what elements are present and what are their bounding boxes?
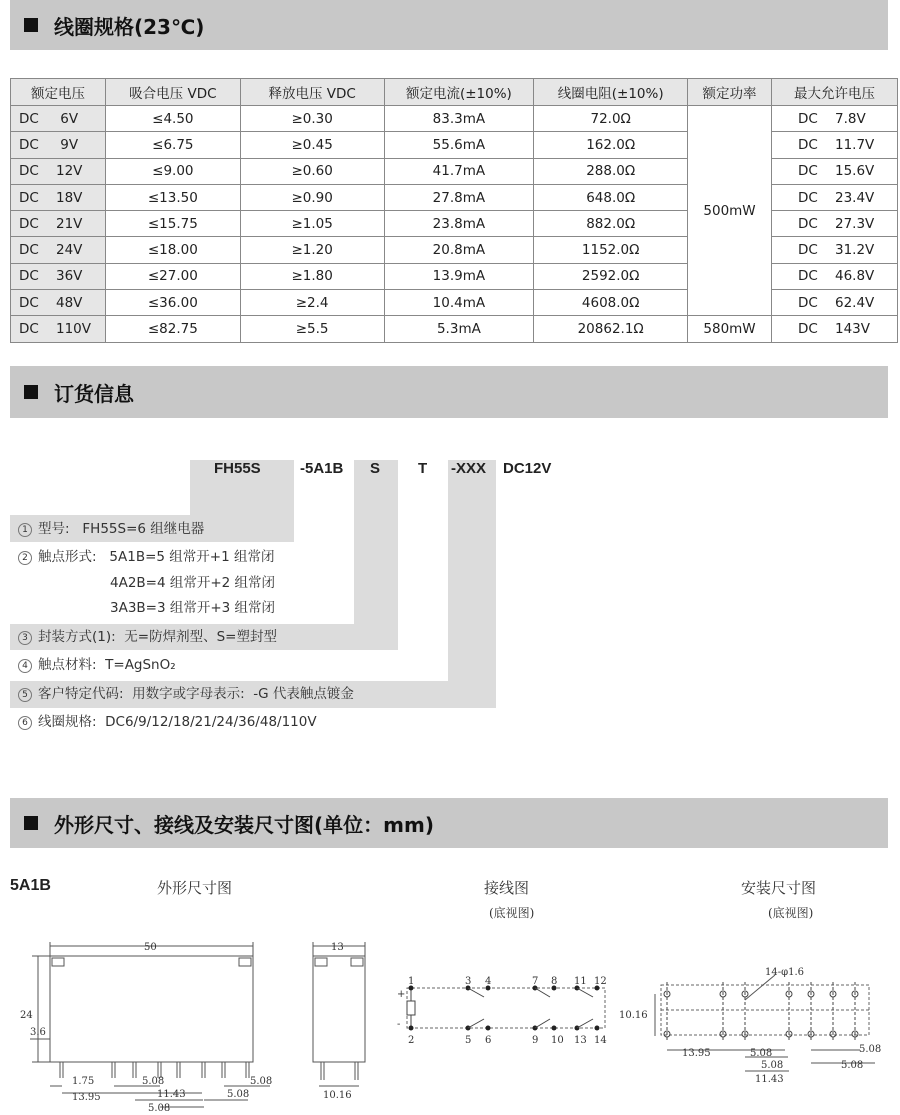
mount-subtitle: (底视图) (768, 906, 814, 920)
cell-rated-current: 83.3mA (384, 106, 534, 132)
contact-switch (535, 988, 550, 997)
wiring-diagram (395, 975, 615, 1055)
order-code-customer: -XXX (451, 460, 487, 477)
cell-max-voltage: DC 15.6V (772, 158, 898, 184)
cell-rated-current: 20.8mA (384, 237, 534, 263)
circled-number-2: 2 (18, 551, 32, 565)
circled-number-1: 1 (18, 523, 32, 537)
order-code-model: FH55S (214, 460, 261, 477)
header-max-voltage: 最大允许电压 (772, 79, 898, 106)
cell-release-voltage: ≥1.80 (240, 263, 384, 289)
cell-release-voltage: ≥1.05 (240, 211, 384, 237)
cell-rated-current: 55.6mA (384, 132, 534, 158)
wiring-pin-label-bottom: 13 (574, 1035, 587, 1046)
mount-e: 5.08 (859, 1044, 882, 1055)
cell-release-voltage: ≥0.30 (240, 106, 384, 132)
wiring-pin-label-top: 4 (485, 976, 492, 987)
dim-d: 11.43 (157, 1089, 186, 1100)
wiring-pin-label-top: 3 (465, 976, 472, 987)
cell-rated-current: 5.3mA (384, 316, 534, 342)
order-code-package: S (370, 460, 381, 477)
wiring-pin-label-top: 1 (408, 976, 415, 987)
cell-rated-current: 27.8mA (384, 184, 534, 210)
wiring-pin-label-bottom: 9 (532, 1035, 539, 1046)
order-item-3: 3 封装方式(1): 无=防焊剂型、S=塑封型 (18, 626, 277, 648)
header-rated-current: 额定电流(±10%) (384, 79, 534, 106)
cell-max-voltage: DC 27.3V (772, 211, 898, 237)
order-code-coil: DC12V (503, 460, 552, 477)
cell-rated-voltage: DC 12V (11, 158, 106, 184)
cell-max-voltage: DC 46.8V (772, 263, 898, 289)
square-bullet-icon (24, 18, 38, 32)
cell-max-voltage: DC 62.4V (772, 290, 898, 316)
mount-a: 13.95 (682, 1048, 711, 1059)
cell-coil-resistance: 162.0Ω (534, 132, 688, 158)
mount-title: 安装尺寸图 (741, 879, 817, 897)
cell-rated-voltage: DC 110V (11, 316, 106, 342)
cell-coil-resistance: 1152.0Ω (534, 237, 688, 263)
header-coil-resistance: 线圈电阻(±10%) (534, 79, 688, 106)
cell-rated-current: 10.4mA (384, 290, 534, 316)
cell-pickup-voltage: ≤9.00 (105, 158, 240, 184)
section-title-ordering: 订货信息 (54, 381, 134, 406)
circled-number-6: 6 (18, 716, 32, 730)
order-code-material: T (418, 460, 428, 477)
cell-max-voltage: DC 143V (772, 316, 898, 342)
wiring-pin-bottom (552, 1026, 557, 1031)
order-item-2b: 4A2B=4 组常开+2 组常闭 (110, 575, 276, 591)
cell-rated-current: 41.7mA (384, 158, 534, 184)
circled-number-3: 3 (18, 631, 32, 645)
cell-pickup-voltage: ≤82.75 (105, 316, 240, 342)
cell-rated-voltage: DC 48V (11, 290, 106, 316)
cell-release-voltage: ≥0.60 (240, 158, 384, 184)
cell-rated-power-main: 500mW (688, 106, 772, 316)
table-row (11, 106, 898, 132)
header-release-voltage: 释放电压 VDC (240, 79, 384, 106)
wiring-pin-label-bottom: 6 (485, 1035, 492, 1046)
wiring-minus: - (397, 1019, 401, 1030)
order-code-contact: -5A1B (300, 460, 344, 477)
contact-switch (468, 1019, 484, 1028)
cell-pickup-voltage: ≤4.50 (105, 106, 240, 132)
mount-c: 5.08 (761, 1060, 784, 1071)
dim-a: 1.75 (72, 1076, 95, 1087)
cell-max-voltage: DC 7.8V (772, 106, 898, 132)
cell-rated-voltage: DC 9V (11, 132, 106, 158)
table-header-row (11, 79, 898, 106)
wiring-pin-label-bottom: 14 (594, 1035, 607, 1046)
side-dim-pitch: 10.16 (323, 1090, 352, 1101)
dim-pin-offset: 3.6 (30, 1027, 46, 1038)
cell-rated-voltage: DC 21V (11, 211, 106, 237)
cell-max-voltage: DC 23.4V (772, 184, 898, 210)
section-title-coil: 线圈规格(23℃) (54, 14, 205, 39)
order-item-1: 1 型号: FH55S=6 组继电器 (18, 518, 204, 540)
cell-pickup-voltage: ≤13.50 (105, 184, 240, 210)
coil-spec-table (10, 78, 898, 343)
cell-rated-voltage: DC 6V (11, 106, 106, 132)
cell-pickup-voltage: ≤36.00 (105, 290, 240, 316)
model-label: 5A1B (10, 877, 51, 894)
cell-coil-resistance: 4608.0Ω (534, 290, 688, 316)
cell-pickup-voltage: ≤27.00 (105, 263, 240, 289)
dim-e: 5.08 (148, 1103, 171, 1114)
cell-max-voltage: DC 11.7V (772, 132, 898, 158)
dim-f: 5.08 (227, 1089, 250, 1100)
cell-release-voltage: ≥1.20 (240, 237, 384, 263)
outline-title: 外形尺寸图 (157, 879, 233, 897)
cell-coil-resistance: 288.0Ω (534, 158, 688, 184)
dim-c: 5.08 (142, 1076, 165, 1087)
square-bullet-icon (24, 385, 38, 399)
wiring-pin-label-top: 7 (532, 976, 539, 987)
order-bar-package (354, 460, 398, 650)
wiring-pin-bottom (486, 1026, 491, 1031)
section-header-coil (10, 0, 888, 50)
order-item-2: 2 触点形式: 5A1B=5 组常开+1 组常闭 (18, 546, 274, 568)
cell-coil-resistance: 882.0Ω (534, 211, 688, 237)
order-item-2c: 3A3B=3 组常开+3 组常闭 (110, 600, 276, 616)
wiring-pin-label-top: 11 (574, 976, 587, 987)
wiring-pin-label-bottom: 10 (551, 1035, 564, 1046)
cell-coil-resistance: 20862.1Ω (534, 316, 688, 342)
cell-pickup-voltage: ≤15.75 (105, 211, 240, 237)
section-header-ordering (10, 366, 888, 418)
header-rated-power: 额定功率 (688, 79, 772, 106)
cell-coil-resistance: 648.0Ω (534, 184, 688, 210)
cell-pickup-voltage: ≤18.00 (105, 237, 240, 263)
order-item-6: 6 线圈规格: DC6/9/12/18/21/24/36/48/110V (18, 711, 317, 733)
order-item-5: 5 客户特定代码: 用数字或字母表示: -G 代表触点镀金 (18, 683, 354, 705)
cell-max-voltage: DC 31.2V (772, 237, 898, 263)
mount-f: 5.08 (841, 1060, 864, 1071)
cell-rated-current: 23.8mA (384, 211, 534, 237)
header-rated-voltage: 额定电压 (11, 79, 106, 106)
cell-release-voltage: ≥0.90 (240, 184, 384, 210)
contact-switch (535, 1019, 550, 1028)
wiring-pin-label-bottom: 2 (408, 1035, 415, 1046)
dim-b: 13.95 (72, 1092, 101, 1103)
mount-drawing (615, 960, 895, 1090)
circled-number-4: 4 (18, 659, 32, 673)
section-header-dimensions (10, 798, 888, 848)
cell-rated-voltage: DC 36V (11, 263, 106, 289)
outline-side-drawing (305, 936, 385, 1106)
dim-height: 24 (20, 1010, 33, 1021)
wiring-pin-label-bottom: 5 (465, 1035, 472, 1046)
cell-release-voltage: ≥2.4 (240, 290, 384, 316)
cell-coil-resistance: 2592.0Ω (534, 263, 688, 289)
dim-length: 50 (144, 942, 157, 953)
side-dim-width: 13 (331, 942, 344, 953)
cell-rated-voltage: DC 24V (11, 237, 106, 263)
square-bullet-icon (24, 816, 38, 830)
mount-b: 5.08 (750, 1048, 773, 1059)
mount-holes-label: 14-φ1.6 (765, 967, 805, 978)
contact-switch (468, 988, 484, 997)
wiring-title: 接线图 (484, 879, 530, 897)
outline-front-drawing (20, 936, 290, 1115)
contact-switch (577, 1019, 593, 1028)
wiring-pin-bottom (409, 1026, 414, 1031)
dim-g: 5.08 (250, 1076, 273, 1087)
cell-release-voltage: ≥5.5 (240, 316, 384, 342)
cell-coil-resistance: 72.0Ω (534, 106, 688, 132)
contact-switch (577, 988, 593, 997)
mount-row: 10.16 (619, 1010, 648, 1021)
wiring-plus: + (397, 989, 406, 1000)
header-pickup-voltage: 吸合电压 VDC (105, 79, 240, 106)
table-row (11, 316, 898, 342)
cell-rated-power-last: 580mW (688, 316, 772, 342)
wiring-subtitle: (底视图) (489, 906, 535, 920)
circled-number-5: 5 (18, 688, 32, 702)
wiring-pin-bottom (595, 1026, 600, 1031)
cell-release-voltage: ≥0.45 (240, 132, 384, 158)
cell-pickup-voltage: ≤6.75 (105, 132, 240, 158)
order-item-4: 4 触点材料: T=AgSnO₂ (18, 654, 176, 676)
section-title-dimensions: 外形尺寸、接线及安装尺寸图(单位：mm) (54, 812, 434, 837)
wiring-pin-label-top: 12 (594, 976, 607, 987)
cell-rated-current: 13.9mA (384, 263, 534, 289)
order-bar-customer (448, 460, 496, 708)
wiring-pin-label-top: 8 (551, 976, 558, 987)
mount-d: 11.43 (755, 1074, 784, 1085)
cell-rated-voltage: DC 18V (11, 184, 106, 210)
